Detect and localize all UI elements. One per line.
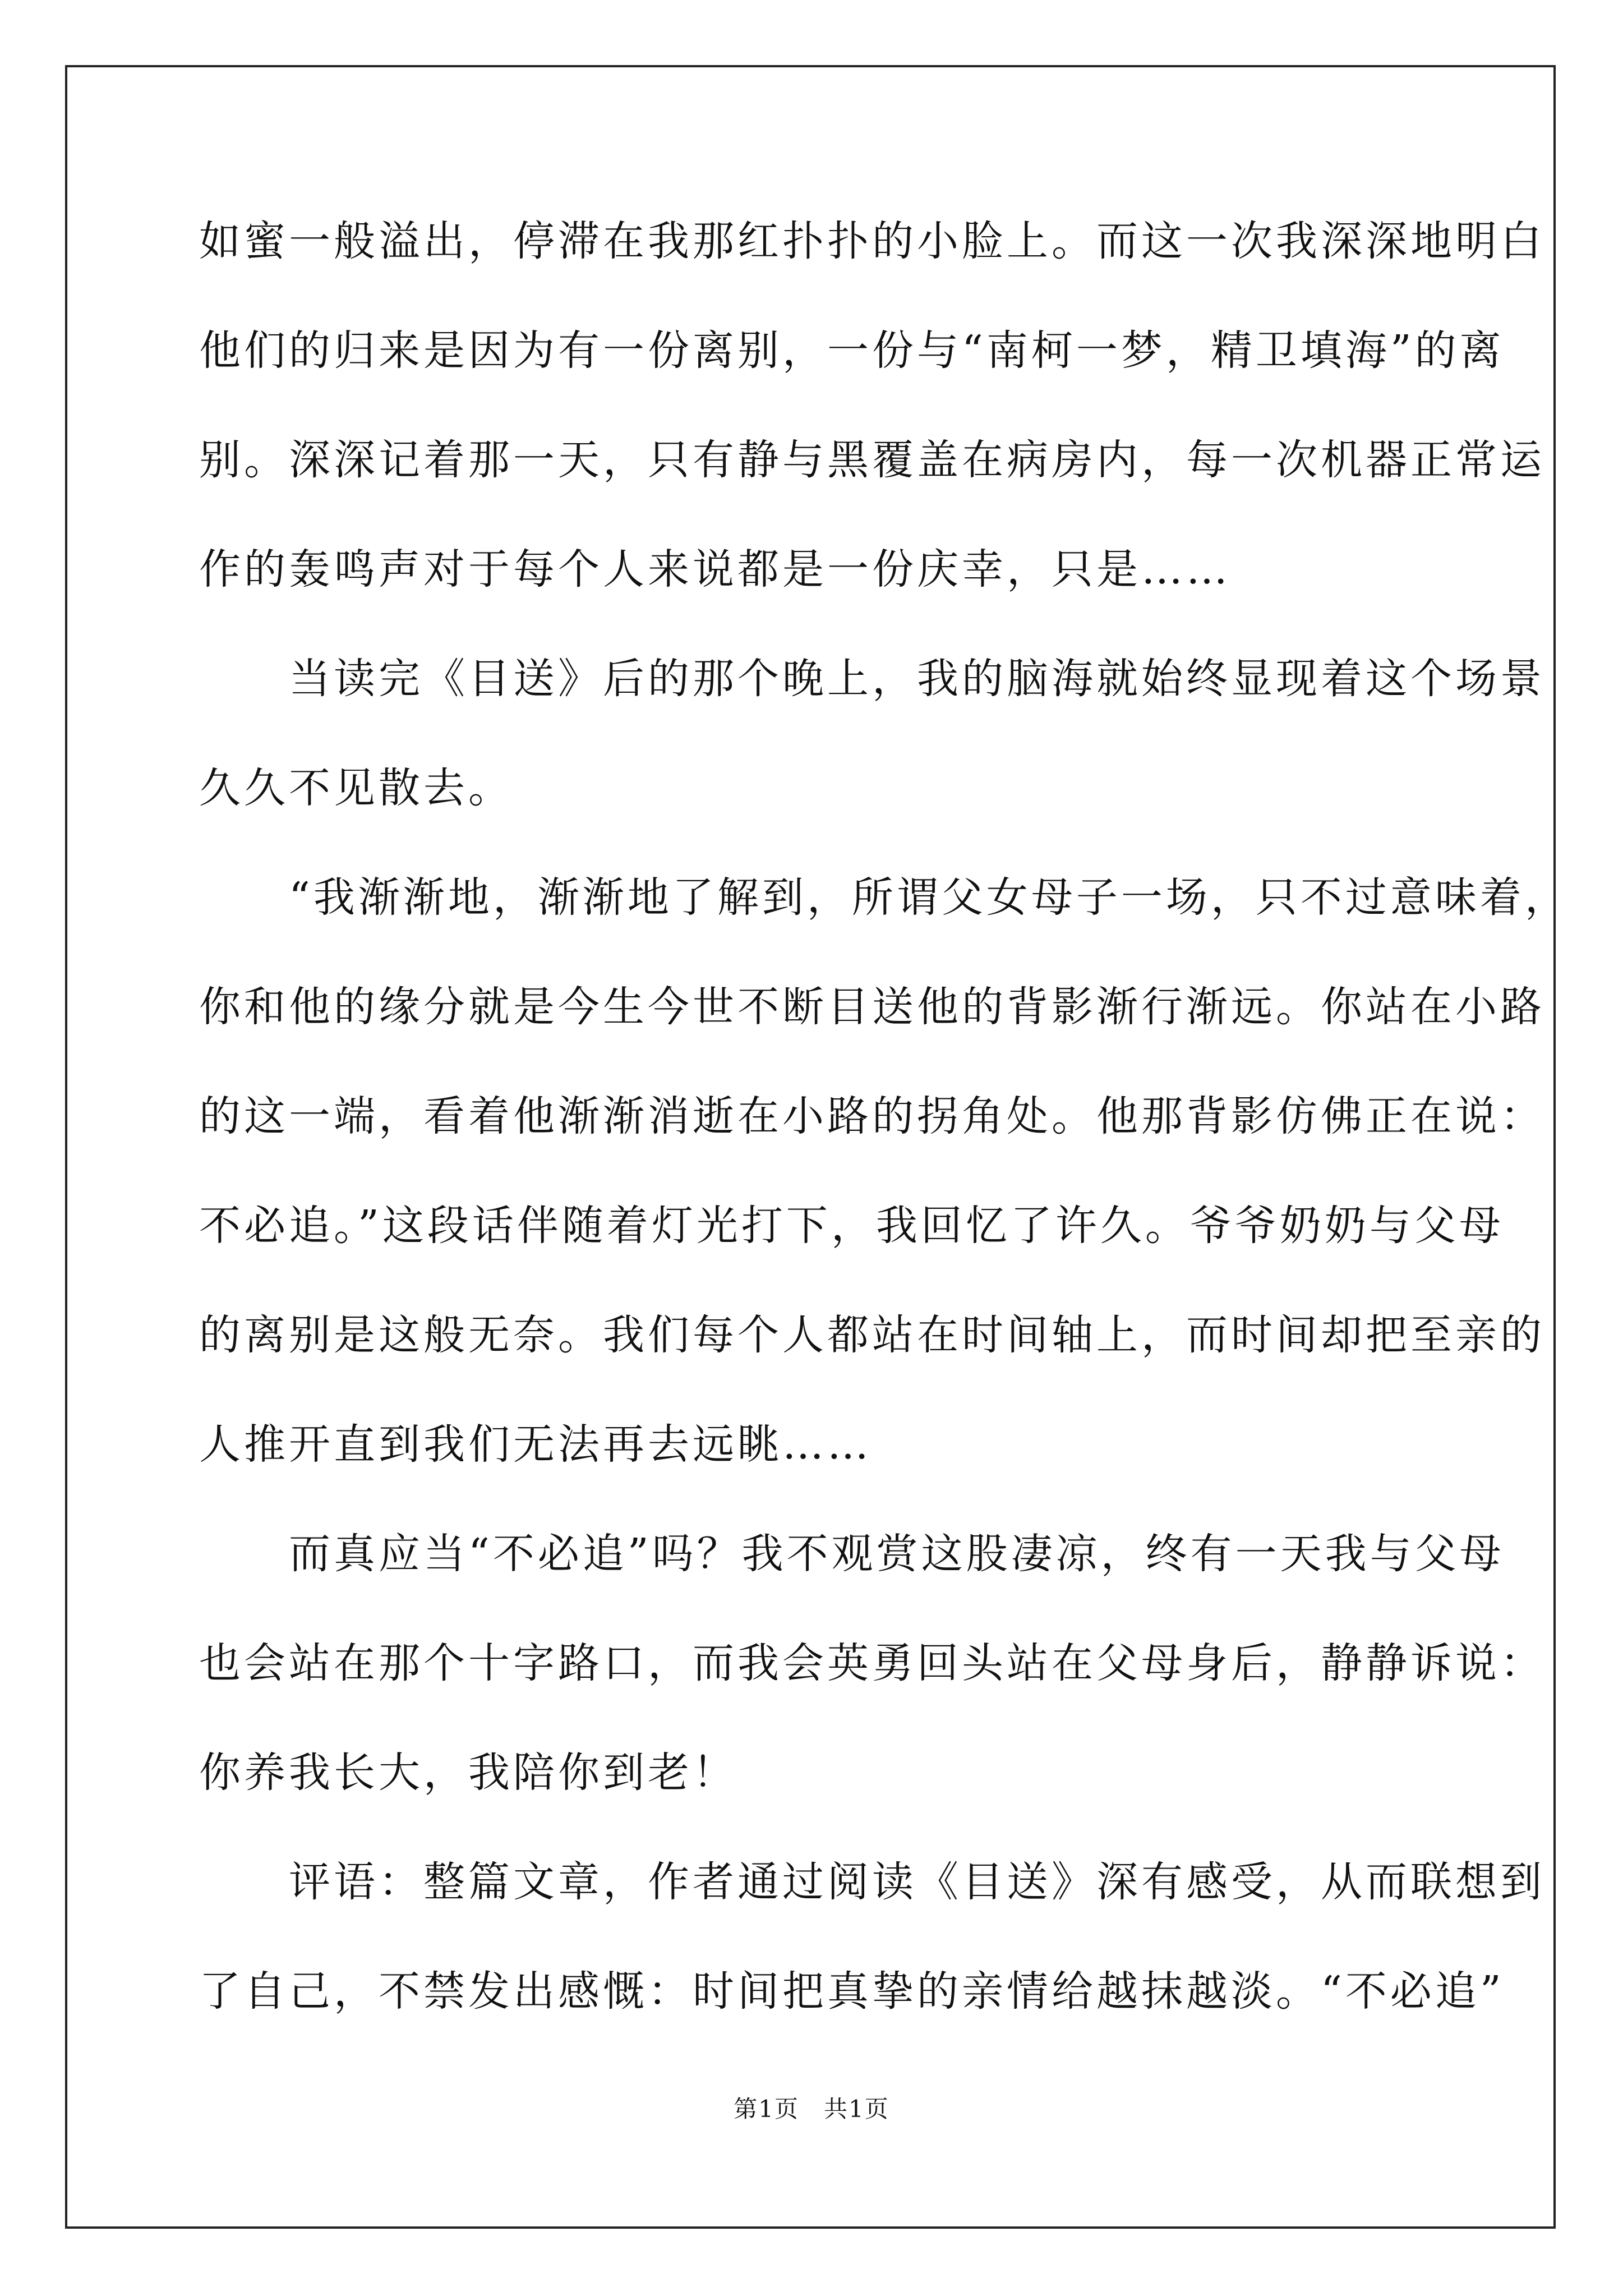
text-line: 而真应当“不必追”吗？我不观赏这股凄凉，终有一天我与父母	[199, 1530, 1505, 1578]
text-line: 你和他的缘分就是今生今世不断目送他的背影渐行渐远。你站在小路	[199, 983, 1545, 1031]
text-line: 不必追。”这段话伴随着灯光打下，我回忆了许久。爷爷奶奶与父母	[199, 1202, 1504, 1250]
text-line: 别。深深记着那一天，只有静与黑覆盖在病房内，每一次机器正常运	[199, 436, 1545, 484]
text-line: 当读完《目送》后的那个晚上，我的脑海就始终显现着这个场景	[199, 655, 1545, 703]
text-line: 的这一端，看着他渐渐消逝在小路的拐角处。他那背影仿佛正在说：	[199, 1092, 1545, 1140]
text-line: 了自己，不禁发出感慨：时间把真挚的亲情给越抹越淡。“不必追”	[199, 1967, 1505, 2016]
text-line: 久久不见散去。	[199, 764, 513, 812]
text-line: 他们的归来是因为有一份离别，一份与“南柯一梦，精卫填海”的离	[199, 326, 1505, 375]
text-line: 评语：整篇文章，作者通过阅读《目送》深有感受，从而联想到	[199, 1858, 1545, 1906]
text-line: 也会站在那个十字路口，而我会英勇回头站在父母身后，静静诉说：	[199, 1639, 1545, 1687]
text-line: 作的轰鸣声对于每个人来说都是一份庆幸，只是……	[199, 545, 1231, 593]
text-line: 的离别是这般无奈。我们每个人都站在时间轴上，而时间却把至亲的	[199, 1311, 1545, 1359]
page-footer: 第1页 共1页	[734, 2095, 889, 2123]
text-line: 你养我长大，我陪你到老！	[199, 1749, 737, 1797]
text-line: 如蜜一般溢出，停滞在我那红扑扑的小脸上。而这一次我深深地明白	[199, 217, 1545, 265]
text-line: 人推开直到我们无法再去远眺……	[199, 1420, 872, 1469]
text-line: “我渐渐地，渐渐地了解到，所谓父女母子一场，只不过意味着，	[199, 873, 1570, 922]
